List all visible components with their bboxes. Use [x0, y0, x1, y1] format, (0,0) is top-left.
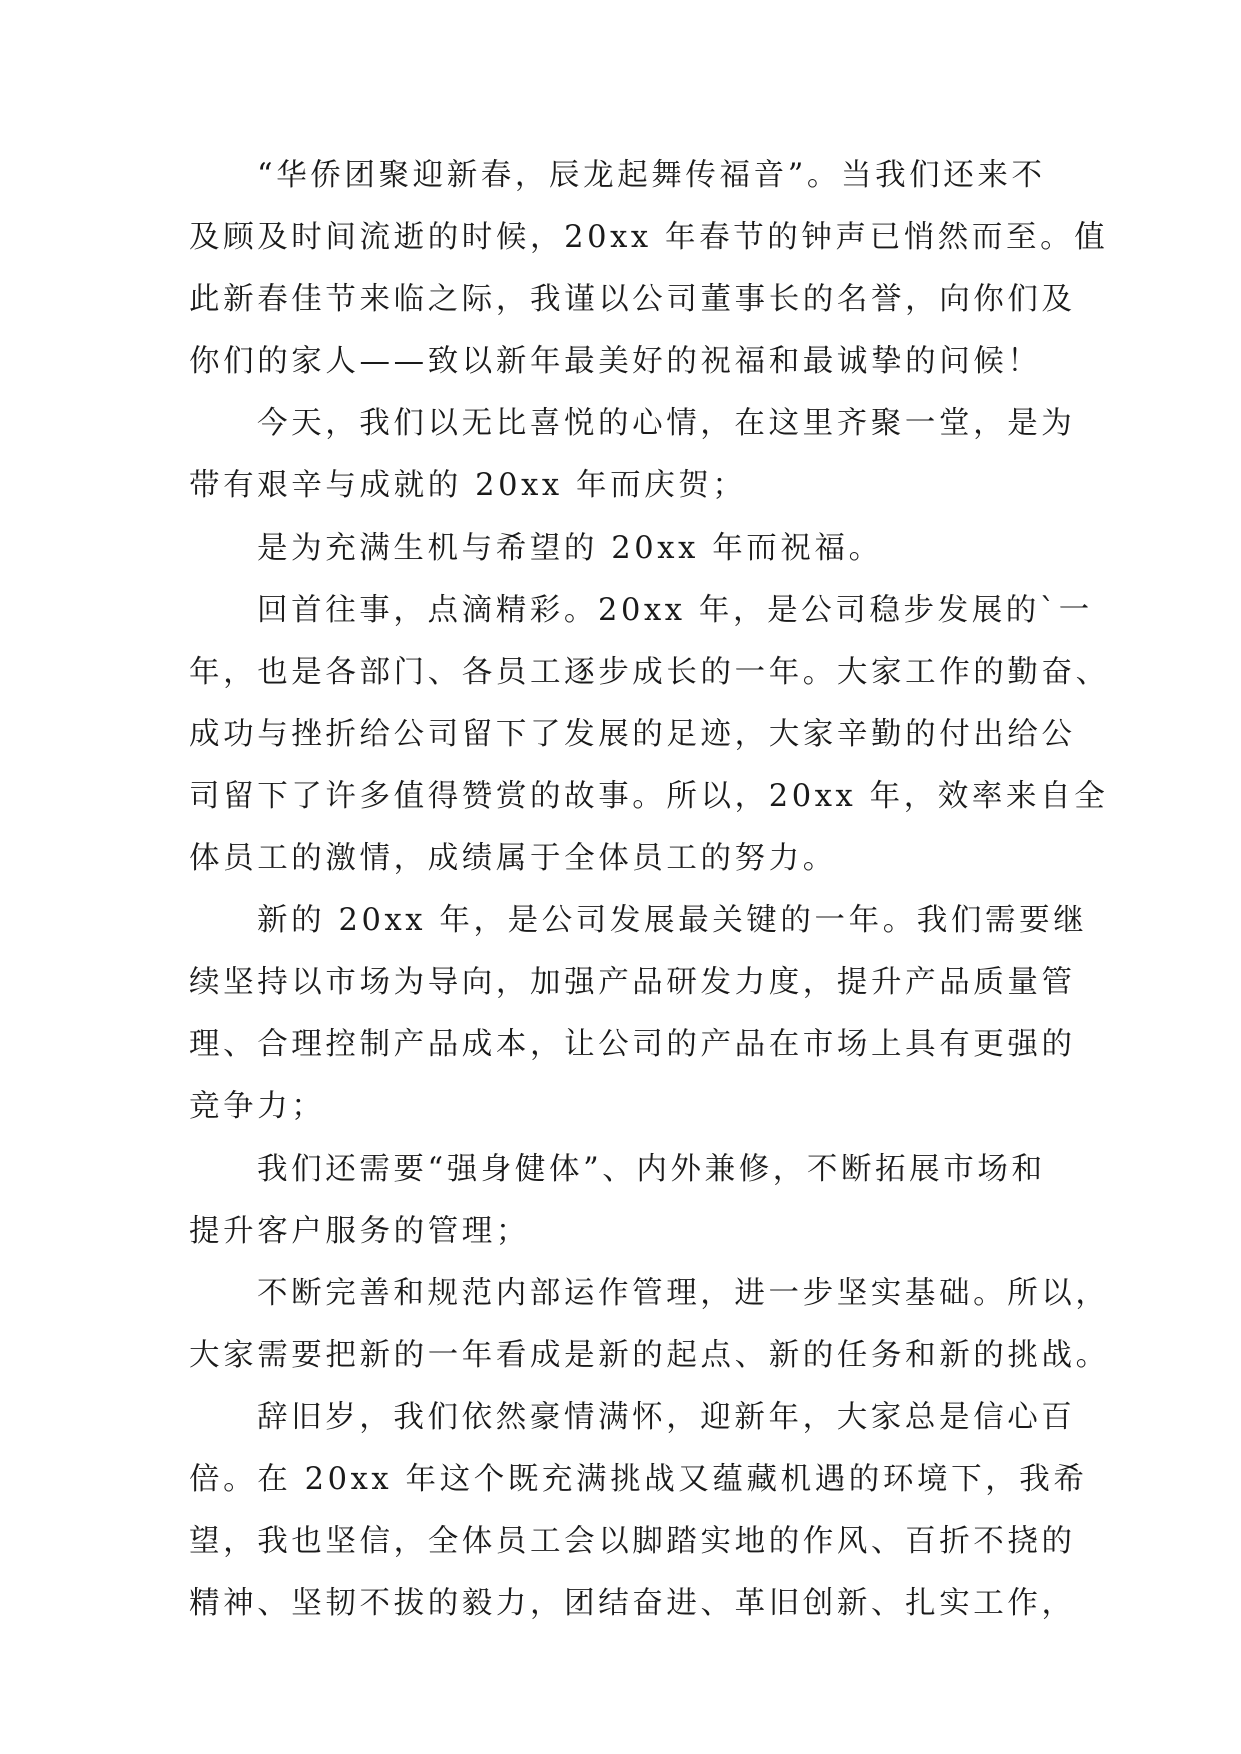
text-line: 倍。在 20xx 年这个既充满挑战又蕴藏机遇的环境下，我希: [189, 1461, 1088, 1497]
text-line: 今天，我们以无比喜悦的心情，在这里齐聚一堂，是为: [257, 406, 1076, 442]
text-line: 辞旧岁，我们依然豪情满怀，迎新年，大家总是信心百: [257, 1399, 1076, 1435]
text-line: 是为充满生机与希望的 20xx 年而祝福。: [257, 530, 883, 566]
text-line: 精神、坚韧不拔的毅力，团结奋进、革旧创新、扎实工作，: [189, 1586, 1076, 1622]
text-line: 我们还需要“强身健体”、内外兼修，不断拓展市场和: [257, 1151, 1046, 1187]
text-line: 竞争力；: [189, 1089, 326, 1125]
text-line: 大家需要把新的一年看成是新的起点、新的任务和新的挑战。: [189, 1337, 1110, 1373]
text-line: 新的 20xx 年，是公司发展最关键的一年。我们需要继: [257, 903, 1088, 939]
text-line: 提升客户服务的管理；: [189, 1213, 530, 1249]
text-line: 此新春佳节来临之际，我谨以公司董事长的名誉，向你们及: [189, 282, 1076, 318]
text-line: 成功与挫折给公司留下了发展的足迹，大家辛勤的付出给公: [189, 716, 1076, 752]
text-line: 年，也是各部门、各员工逐步成长的一年。大家工作的勤奋、: [189, 654, 1110, 690]
text-line: “华侨团聚迎新春，辰龙起舞传福音”。当我们还来不: [257, 158, 1046, 193]
text-line: 及顾及时间流逝的时候，20xx 年春节的钟声已悄然而至。值: [189, 220, 1109, 256]
text-line: 司留下了许多值得赞赏的故事。所以，20xx 年，效率来自全: [189, 778, 1109, 814]
text-line: 不断完善和规范内部运作管理，进一步坚实基础。所以，: [257, 1275, 1110, 1311]
text-line: 望，我也坚信，全体员工会以脚踏实地的作风、百折不挠的: [189, 1524, 1076, 1560]
text-line: 体员工的激情，成绩属于全体员工的努力。: [189, 841, 837, 877]
text-line: 你们的家人——致以新年最美好的祝福和最诚挚的问候！: [189, 344, 1042, 380]
text-line: 理、合理控制产品成本，让公司的产品在市场上具有更强的: [189, 1027, 1076, 1063]
text-line: 回首往事，点滴精彩。20xx 年，是公司稳步发展的`一: [257, 592, 1093, 628]
document-body: [189, 145, 1110, 1635]
text-line: 续坚持以市场为导向，加强产品研发力度，提升产品质量管: [189, 965, 1076, 1001]
text-line: 带有艰辛与成就的 20xx 年而庆贺；: [189, 468, 747, 504]
